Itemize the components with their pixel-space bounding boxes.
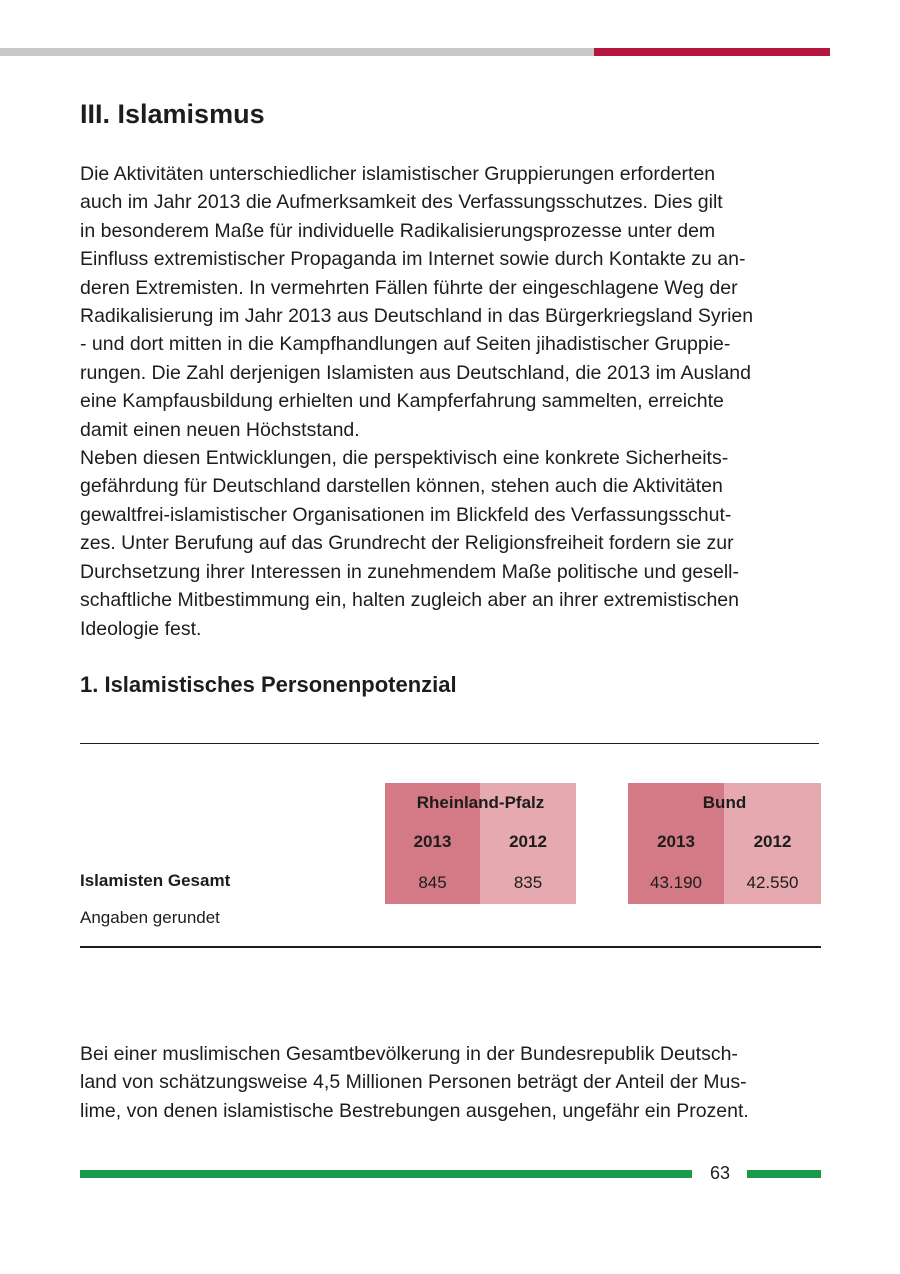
text-line: Ideologie fest. <box>80 617 202 640</box>
text-line: gewaltfrei-islamistischer Organisationen im Blickfeld des Verfassungsschut- <box>80 503 732 526</box>
rlp-value-2013: 845 <box>385 861 480 904</box>
text-line: zes. Unter Berufung auf das Grundrecht der Religionsfreiheit fordern sie zur <box>80 532 734 555</box>
subsection-title: 1. Islamistisches Personenpotenzial <box>80 672 457 697</box>
text-line: Einfluss extremistischer Propaganda im Internet sowie durch Kontakte zu an- <box>80 248 746 271</box>
text-line: Durchsetzung ihrer Interessen in zunehmendem Maße politische und gesell- <box>80 560 740 583</box>
page-number: 63 <box>709 1163 731 1183</box>
text-line: auch im Jahr 2013 die Aufmerksamkeit des Verfassungsschutzes. Dies gilt <box>80 191 723 214</box>
text-line: Bei einer muslimischen Gesamtbevölkerung in der Bundesrepublik Deutsch- <box>80 1043 738 1065</box>
text-line: deren Extremisten. In vermehrten Fällen führte der eingeschlagene Weg der <box>80 276 738 299</box>
rlp-year-2013: 2013 <box>385 823 480 861</box>
text-line: damit einen neuen Höchststand. <box>80 418 360 441</box>
text-line: - und dort mitten in die Kampfhandlungen auf Seiten jihadistischer Gruppie- <box>80 333 731 356</box>
text-line: Radikalisierung im Jahr 2013 aus Deutschland in das Bürgerkriegsland Syrien <box>80 305 754 328</box>
rlp-value-2012: 835 <box>480 861 576 904</box>
text-line: lime, von denen islamistische Bestrebungen ausgehen, ungefähr ein Prozent. <box>80 1099 749 1122</box>
table-bottom-rule <box>80 946 821 948</box>
bund-value-2012: 42.550 <box>724 861 821 904</box>
header-bar-red <box>594 48 830 56</box>
footer-bar-right <box>747 1170 821 1178</box>
bund-year-2013: 2013 <box>628 823 724 861</box>
bund-year-2012: 2012 <box>724 823 821 861</box>
section-title: III. Islamismus <box>80 99 265 129</box>
text-line: in besonderem Maße für individuelle Radikalisierungsprozesse unter dem <box>80 219 716 242</box>
group-label-rheinland-pfalz: Rheinland-Pfalz <box>416 793 545 812</box>
text-line: eine Kampfausbildung erhielten und Kampferfahrung sammelten, erreichte <box>80 390 724 413</box>
rlp-year-2012: 2012 <box>480 823 576 861</box>
text-line: gefährdung für Deutschland darstellen können, stehen auch die Aktivitäten <box>80 475 723 498</box>
text-line: rungen. Die Zahl derjenigen Islamisten aus Deutschland, die 2013 im Ausland <box>80 361 751 384</box>
text-line: land von schätzungsweise 4,5 Millionen Personen beträgt der Anteil der Mus- <box>80 1071 747 1094</box>
table-note: Angaben gerundet <box>80 908 220 927</box>
row-label-islamisten-gesamt: Islamisten Gesamt <box>80 871 231 890</box>
header-bar-gray <box>0 48 594 56</box>
bund-value-2013: 43.190 <box>628 861 724 904</box>
text-line: Neben diesen Entwicklungen, die perspektivisch eine konkrete Sicherheits- <box>80 447 729 470</box>
group-label-bund: Bund <box>702 793 747 812</box>
closing-paragraph <box>80 1040 820 1125</box>
table-top-rule <box>80 743 819 744</box>
text-line: schaftliche Mitbestimmung ein, halten zugleich aber an ihrer extremistischen <box>80 589 739 612</box>
text-line: Die Aktivitäten unterschiedlicher islamistischer Gruppierungen erforderten <box>80 163 716 185</box>
intro-paragraph <box>80 160 820 643</box>
footer-bar-left <box>80 1170 692 1178</box>
